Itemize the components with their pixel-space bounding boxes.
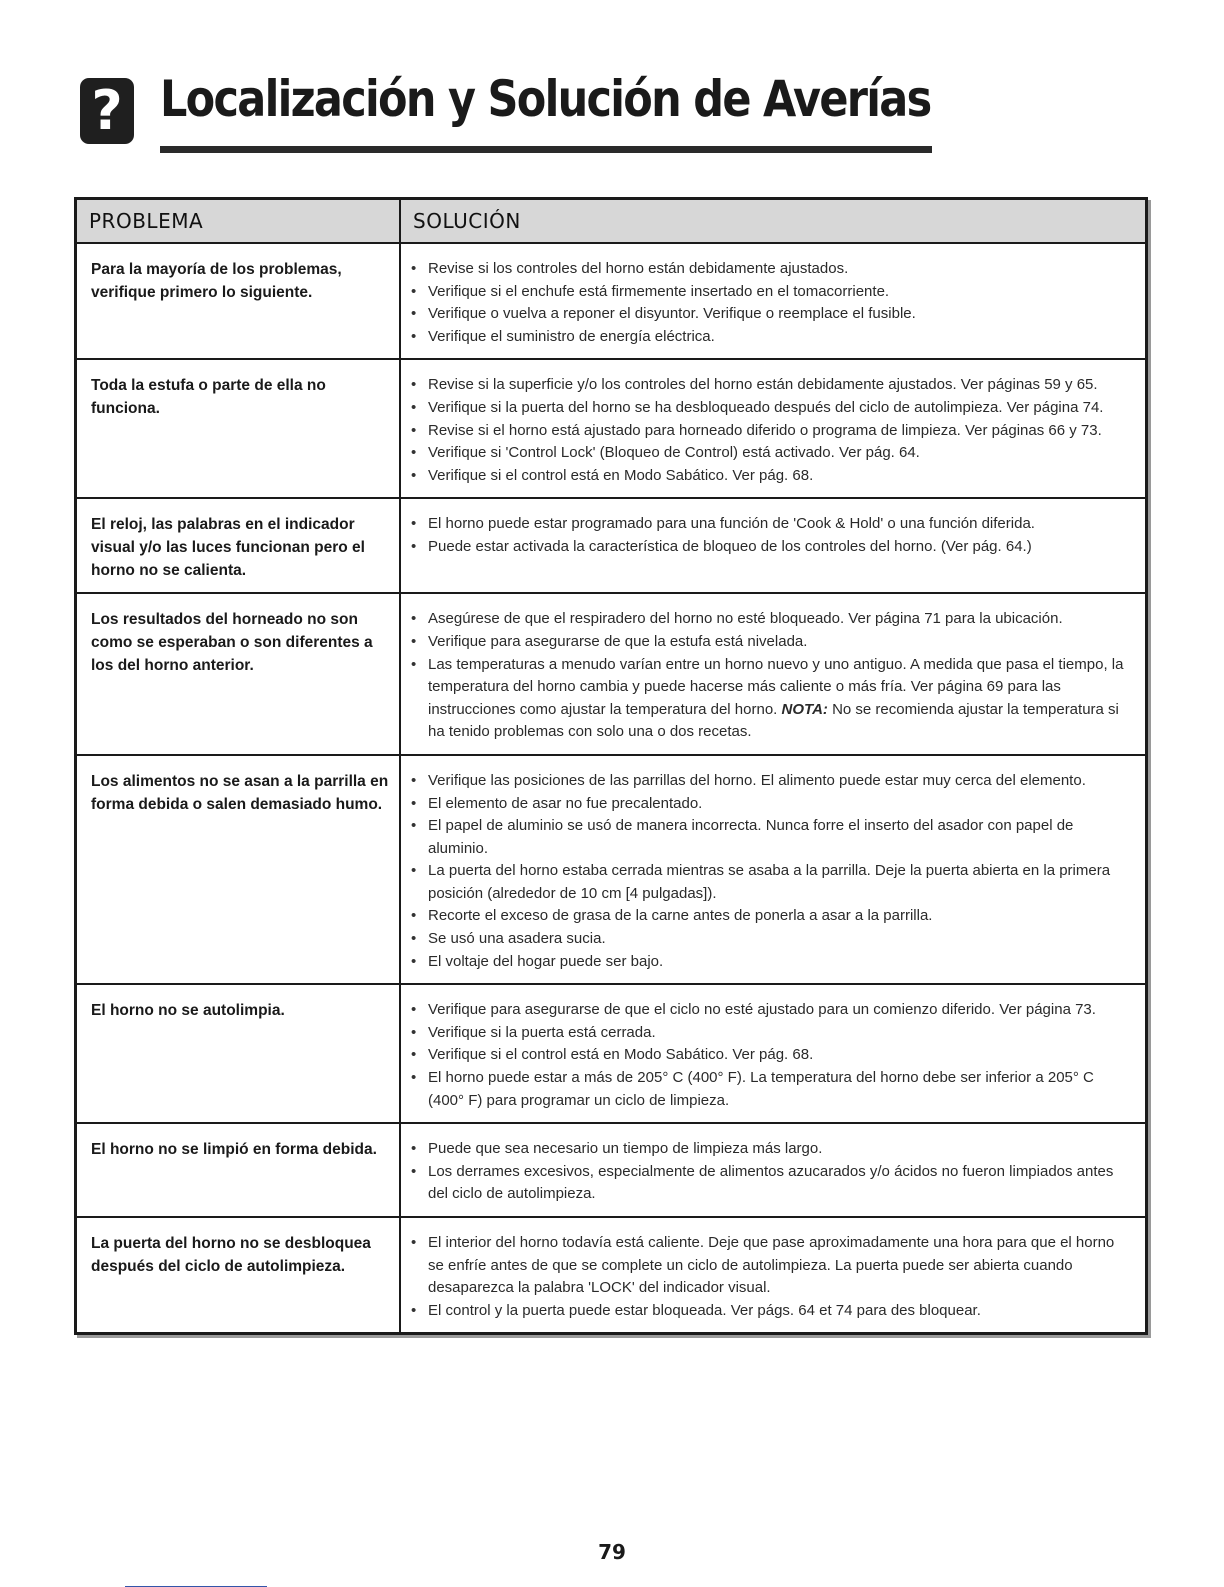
page-title: Localización y Solución de Averías xyxy=(160,70,931,128)
solution-item xyxy=(411,654,1133,744)
title-underline xyxy=(160,146,932,153)
page-number: 79 xyxy=(598,1540,626,1564)
solution-list xyxy=(411,374,1133,487)
solution-cell xyxy=(400,498,1145,593)
solution-item: • El control y la puerta puede estar bloqueada. Ver págs. 64 et 74 para des bloquear. xyxy=(411,1300,1133,1323)
solution-text: Las temperaturas a menudo varían entre un horno nuevo y uno antiguo. A medida que pasa el tiempo, la temperatura del horno cambia y puede hacerse más caliente o más fría. Ver página 69 para las instrucciones como ajustar la temperatura del horno. xyxy=(428,655,1124,718)
problem-cell: Toda la estufa o parte de ella no funciona. xyxy=(77,359,400,498)
solution-cell xyxy=(400,593,1145,755)
table-row xyxy=(77,755,1145,984)
solution-item: • Se usó una asadera sucia. xyxy=(411,928,1133,951)
solution-list xyxy=(411,1232,1133,1322)
solution-item: • Verifique si el control está en Modo Sabático. Ver pág. 68. xyxy=(411,1044,1133,1067)
solution-item: • Verifique si la puerta del horno se ha desbloqueado después del ciclo de autolimpieza. Ver página 74. xyxy=(411,397,1133,420)
solution-item: • El elemento de asar no fue precalentado. xyxy=(411,793,1133,816)
problem-cell: El horno no se limpió en forma debida. xyxy=(77,1123,400,1217)
solution-item: • Revise si los controles del horno están debidamente ajustados. xyxy=(411,258,1133,281)
solution-item: • Verifique para asegurarse de que el ciclo no esté ajustado para un comienzo diferido. Ver página 73. xyxy=(411,999,1133,1022)
problem-cell: La puerta del horno no se desbloquea después del ciclo de autolimpieza. xyxy=(91,1235,371,1275)
solution-cell xyxy=(400,1217,1145,1332)
solution-cell xyxy=(400,359,1145,498)
solution-item: • Recorte el exceso de grasa de la carne antes de ponerla a asar a la parrilla. xyxy=(411,905,1133,928)
page-header xyxy=(80,70,931,160)
table-row xyxy=(77,243,1145,359)
solution-list xyxy=(411,608,1133,744)
solution-item: • El papel de aluminio se usó de manera incorrecta. Nunca forre el inserto del asador con papel de aluminio. xyxy=(411,815,1133,860)
table-row xyxy=(77,984,1145,1123)
solution-cell xyxy=(400,1123,1145,1217)
solution-list xyxy=(411,513,1133,558)
column-header-solution: SOLUCIÓN xyxy=(400,200,1145,243)
solution-list xyxy=(411,1138,1133,1206)
solution-cell xyxy=(400,984,1145,1123)
solution-cell xyxy=(400,755,1145,984)
solution-item: • Verifique si 'Control Lock' (Bloqueo de Control) está activado. Ver pág. 64. xyxy=(411,442,1133,465)
solution-item: • Verifique el suministro de energía eléctrica. xyxy=(411,326,1133,349)
problem-cell: Para la mayoría de los problemas, verifique primero lo siguiente. xyxy=(77,243,400,359)
table-row xyxy=(77,359,1145,498)
solution-cell xyxy=(400,243,1145,359)
solution-item: • Verifique para asegurarse de que la estufa está nivelada. xyxy=(411,631,1133,654)
problem-cell: Los alimentos no se asan a la parrilla en forma debida o salen demasiado humo. xyxy=(77,755,400,984)
solution-item: • Puede estar activada la característica de bloqueo de los controles del horno. (Ver pág. 64.) xyxy=(411,536,1133,559)
table-row xyxy=(77,498,1145,593)
solution-list xyxy=(411,999,1133,1112)
solution-item: • Verifique si la puerta está cerrada. xyxy=(411,1022,1133,1045)
solution-item: • El interior del horno todavía está caliente. Deje que pase aproximadamente una hora para que el horno se enfríe antes de que se complete un ciclo de autolimpieza. La puerta puede ser abierta cuando desaparezca la palabra 'LOCK' del indicador visual. xyxy=(411,1232,1133,1300)
solution-item: • Verifique si el control está en Modo Sabático. Ver pág. 68. xyxy=(411,465,1133,488)
solution-item: • El voltaje del hogar puede ser bajo. xyxy=(411,951,1133,974)
solution-list xyxy=(411,770,1133,973)
solution-item: • Revise si la superficie y/o los controles del horno están debidamente ajustados. Ver páginas 59 y 65. xyxy=(411,374,1133,397)
solution-item: • El horno puede estar programado para una función de 'Cook & Hold' o una función diferida. xyxy=(411,513,1133,536)
solution-text: No se recomienda ajustar la temperatura si ha tenido problemas con solo una o dos recetas. xyxy=(428,700,1119,741)
problem-cell: Los resultados del horneado no son como se esperaban o son diferentes a los del horno anterior. xyxy=(77,593,400,755)
solution-item: • Puede que sea necesario un tiempo de limpieza más largo. xyxy=(411,1138,1133,1161)
solution-item: • Verifique o vuelva a reponer el disyuntor. Verifique o reemplace el fusible. xyxy=(411,303,1133,326)
solution-list xyxy=(411,258,1133,348)
note-label: NOTA: xyxy=(781,700,828,718)
question-icon: ? xyxy=(80,78,134,144)
solution-item: • El horno puede estar a más de 205° C (400° F). La temperatura del horno debe ser inferior a 205° C (400° F) para programar un ciclo de limpieza. xyxy=(411,1067,1133,1112)
problem-cell: El horno no se autolimpia. xyxy=(77,984,400,1123)
table-row xyxy=(77,1123,1145,1217)
table-row xyxy=(77,593,1145,755)
column-header-problem: PROBLEMA xyxy=(77,200,400,243)
solution-item: • Verifique si el enchufe está firmemente insertado en el tomacorriente. xyxy=(411,281,1133,304)
solution-item: • Los derrames excesivos, especialmente de alimentos azucarados y/o ácidos no fueron limpiados antes del ciclo de autolimpieza. xyxy=(411,1161,1133,1206)
problem-cell: El reloj, las palabras en el indicador visual y/o las luces funcionan pero el horno no se calienta. xyxy=(77,498,400,593)
table-row xyxy=(77,1217,1145,1332)
solution-item: • Revise si el horno está ajustado para horneado diferido o programa de limpieza. Ver páginas 66 y 73. xyxy=(411,420,1133,443)
troubleshooting-table xyxy=(74,197,1148,1335)
solution-item: • Asegúrese de que el respiradero del horno no esté bloqueado. Ver página 71 para la ubicación. xyxy=(411,608,1133,631)
table-header-row xyxy=(77,200,1145,243)
solution-item: • La puerta del horno estaba cerrada mientras se asaba a la parrilla. Deje la puerta abierta en la primera posición (alrededor de 10 cm [4 pulgadas]). xyxy=(411,860,1133,905)
solution-item: • Verifique las posiciones de las parrillas del horno. El alimento puede estar muy cerca del elemento. xyxy=(411,770,1133,793)
